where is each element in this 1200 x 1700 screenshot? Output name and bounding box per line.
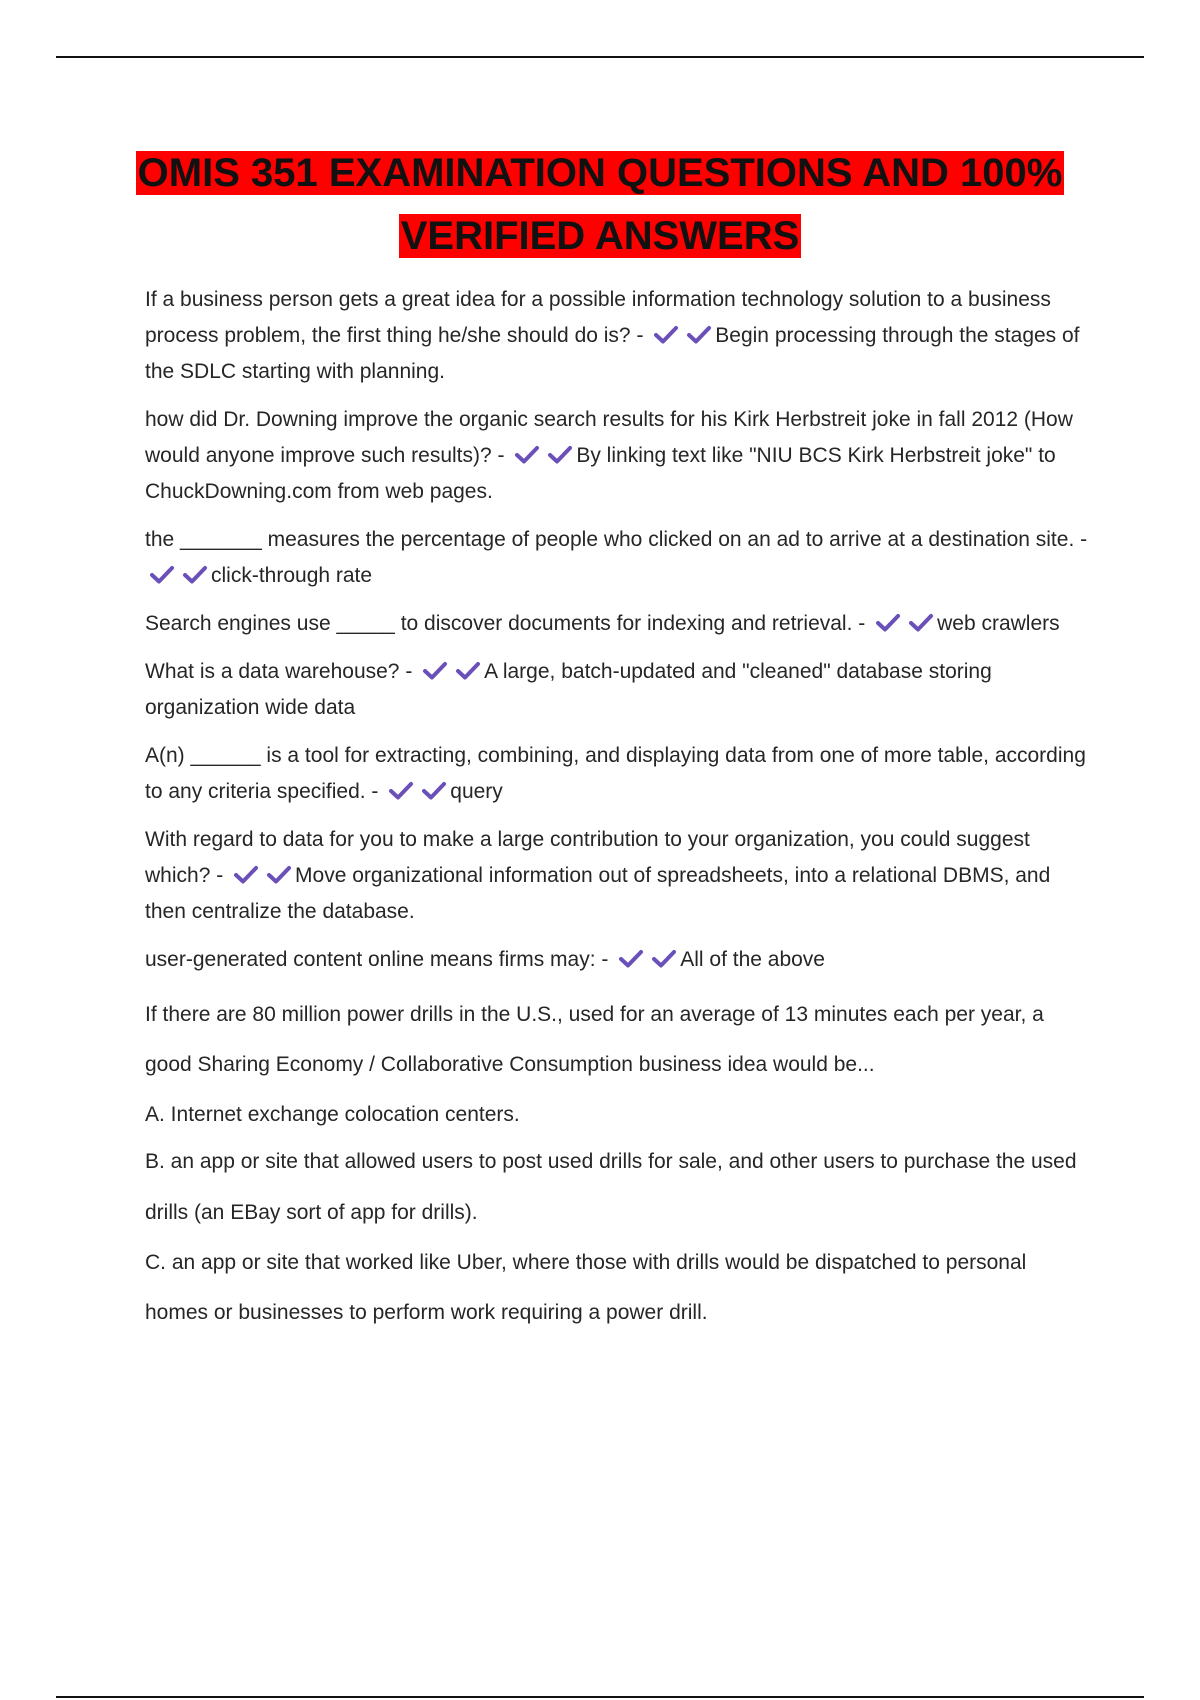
checkmark-icon: [514, 445, 540, 465]
qa-item: [145, 738, 1095, 810]
qa-item: [145, 822, 1095, 930]
question-text: the _______ measures the percentage of people who clicked on an ad to arrive at a destination site. -: [145, 528, 1088, 551]
answer-text: web crawlers: [937, 612, 1060, 635]
answer-text: All of the above: [680, 948, 825, 971]
title-line-2: VERIFIED ANSWERS: [400, 214, 800, 258]
checkmark-icon: [455, 661, 481, 681]
answer-text: click-through rate: [211, 564, 373, 587]
checkmark-icon: [547, 445, 573, 465]
title-line-1: OMIS 351 EXAMINATION QUESTIONS AND 100%: [137, 151, 1063, 195]
document-body: [145, 282, 1095, 1338]
top-rule: [56, 56, 1144, 58]
question-text: Search engines use _____ to discover documents for indexing and retrieval. -: [145, 612, 872, 635]
bottom-rule: [56, 1696, 1144, 1698]
question-stem: If there are 80 million power drills in the U.S., used for an average of 13 minutes each per year, a good Sharing Economy / Collaborative Consumption business idea would be...: [145, 1003, 1044, 1076]
option-b-line-2: drills (an EBay sort of app for drills).: [145, 1201, 478, 1224]
qa-item: [145, 606, 1095, 642]
option-a: A. Internet exchange colocation centers.: [145, 1103, 520, 1126]
qa-item: [145, 942, 1095, 978]
page-title: [0, 142, 1200, 268]
checkmark-icon: [686, 325, 712, 345]
question-text: A(n) ______ is a tool for extracting, combining, and displaying data from one of more table, according to any criteria specified. -: [145, 744, 1086, 803]
question-text: user-generated content online means firms may: -: [145, 948, 615, 971]
option-c: C. an app or site that worked like Uber, where those with drills would be dispatched to personal homes or businesses to perform work requiring a power drill.: [145, 1251, 1027, 1324]
checkmark-icon: [266, 865, 292, 885]
checkmark-icon: [182, 565, 208, 585]
option-b-line-1: B. an app or site that allowed users to post used drills for sale, and other users to purchase the used: [145, 1150, 1077, 1173]
checkmark-icon: [233, 865, 259, 885]
checkmark-icon: [149, 565, 175, 585]
answer-text: Move organizational information out of spreadsheets, into a relational DBMS, and then centralize the database.: [145, 864, 1051, 923]
checkmark-icon: [651, 949, 677, 969]
question-text: What is a data warehouse? -: [145, 660, 419, 683]
qa-item: [145, 522, 1095, 594]
answer-text: Begin processing through the stages of the SDLC starting with planning.: [145, 324, 1080, 383]
qa-item: [145, 654, 1095, 726]
answer-text: query: [450, 780, 503, 803]
question-text: how did Dr. Downing improve the organic search results for his Kirk Herbstreit joke in fall 2012 (How would anyone improve such results)? -: [145, 408, 1073, 467]
answer-text: A large, batch-updated and "cleaned" database storing organization wide data: [145, 660, 992, 719]
checkmark-icon: [388, 781, 414, 801]
question-text: If a business person gets a great idea for a possible information technology solution to a business process problem, the first thing he/she should do is? -: [145, 288, 1051, 347]
qa-item: [145, 282, 1095, 390]
qa-item: [145, 402, 1095, 510]
question-text: With regard to data for you to make a large contribution to your organization, you could suggest which? -: [145, 828, 1030, 887]
checkmark-icon: [421, 781, 447, 801]
checkmark-icon: [908, 613, 934, 633]
checkmark-icon: [875, 613, 901, 633]
answer-text: By linking text like "NIU BCS Kirk Herbstreit joke" to ChuckDowning.com from web pages.: [145, 444, 1056, 503]
checkmark-icon: [653, 325, 679, 345]
checkmark-icon: [618, 949, 644, 969]
checkmark-icon: [422, 661, 448, 681]
